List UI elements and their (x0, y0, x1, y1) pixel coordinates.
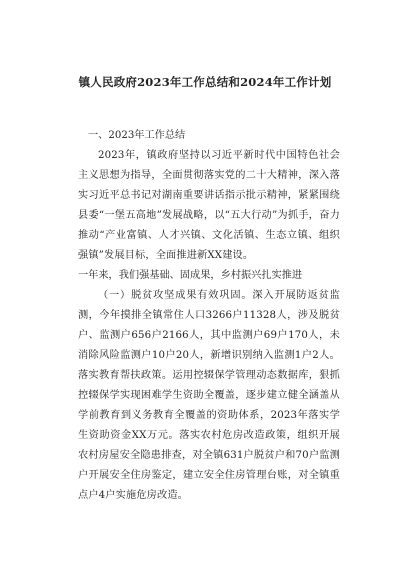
poverty-paragraph: （一）脱贫攻坚成果有效巩固。深入开展防返贫监测，今年摸排全镇常住人口3266户11328人，涉及脱贫户、监测户656户2166人，其中监测户69户170人，未消除风险监测户10户20人，新增识别纳入监测1户2人。落实教育帮扶政策。运用控辍保学管理动态数据库，狠抓控辍保学实现困难学生资助全覆盖，逐步建立健全涵盖从学前教育到义务教育全覆盖的资助体系，2023年落实学生资助资金XX万元。落实农村危房改造政策，组织开展农村房屋安全隐患排查，对全镇631户脱贫户和70户监测户开展安全住房鉴定，建立安全住房管理台账，对全镇重点户4户实施危房改造。 (78, 290, 340, 501)
document-title: 镇人民政府2023年工作总结和2024年工作计划 (78, 75, 332, 89)
section-heading: 一、2023年工作总结 (88, 130, 186, 141)
sub-heading: 一年来，我们强基础、固成果，乡村振兴扎实推进 (78, 270, 303, 281)
document-body (78, 126, 340, 506)
intro-paragraph: 2023年，镇政府坚持以习近平新时代中国特色社会主义思想为指导，全面贯彻落实党的二十大精神，深入落实习近平总书记对湖南重要讲话指示批示精神，紧紧围绕县委“一堡五高地”发展战略，以“五大行动”为抓手，奋力推动“产业富镇、人才兴镇、文化活镇、生态立镇、组织强镇”发展目标，全面推进新XX建设。 (78, 150, 340, 261)
